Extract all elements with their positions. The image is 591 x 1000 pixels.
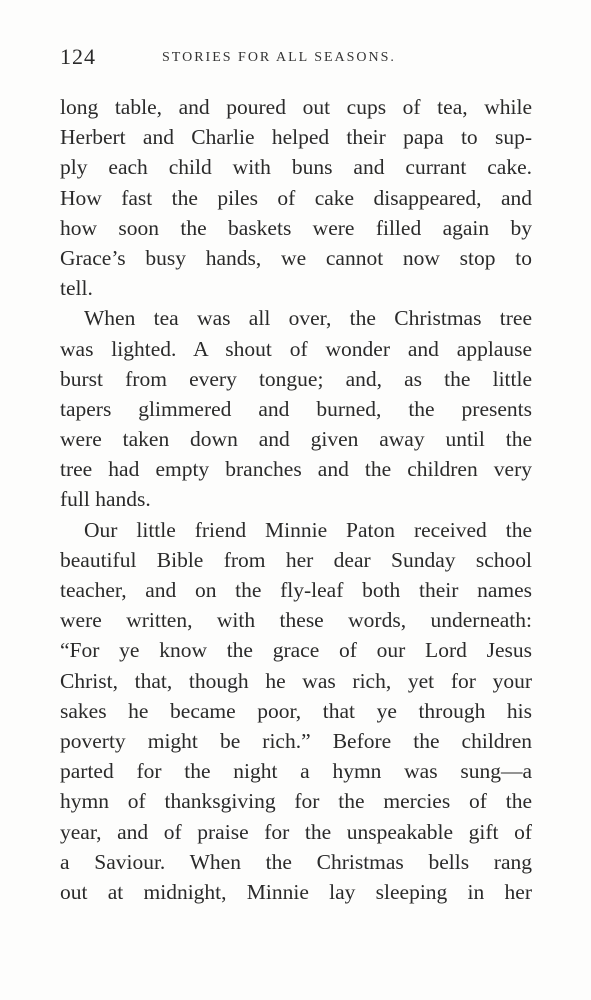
paragraph-2: [60, 303, 532, 514]
text-line: tapers glimmered and burned, the presents: [60, 396, 532, 421]
paragraph-3: [60, 515, 532, 907]
text-line: tell.: [60, 276, 93, 301]
text-line: beautiful Bible from her dear Sunday school: [60, 547, 532, 572]
text-line: a Saviour. When the Christmas bells rang: [60, 849, 532, 874]
text-line: Herbert and Charlie helped their papa to sup-: [60, 125, 532, 150]
text-line: burst from every tongue; and, as the little: [60, 366, 532, 391]
body-text: [60, 92, 532, 907]
running-title: STORIES FOR ALL SEASONS.: [162, 50, 396, 65]
text-line: year, and of praise for the unspeakable gift of: [60, 819, 532, 844]
text-line: “For ye know the grace of our Lord Jesus: [60, 638, 532, 663]
text-line: how soon the baskets were filled again by: [60, 215, 532, 240]
text-line: tree had empty branches and the children very: [60, 457, 532, 482]
text-line: was lighted. A shout of wonder and applause: [60, 336, 532, 361]
text-line: Our little friend Minnie Paton received the: [84, 517, 532, 542]
page-header: [60, 44, 530, 72]
text-line: ply each child with buns and currant cake.: [60, 155, 532, 180]
text-line: When tea was all over, the Christmas tree: [84, 306, 532, 331]
text-line: were written, with these words, underneath:: [60, 608, 532, 633]
text-line: Grace’s busy hands, we cannot now stop to: [60, 245, 532, 270]
text-line: sakes he became poor, that ye through his: [60, 698, 532, 723]
text-line: were taken down and given away until the: [60, 427, 532, 452]
text-line: hymn of thanksgiving for the mercies of the: [60, 789, 532, 814]
text-line: teacher, and on the fly-leaf both their names: [60, 578, 532, 602]
text-line: How fast the piles of cake disappeared, and: [60, 185, 532, 210]
paragraph-1: [60, 92, 532, 303]
text-line: poverty might be rich.” Before the children: [60, 728, 532, 753]
text-line: full hands.: [60, 487, 151, 512]
text-line: Christ, that, though he was rich, yet for your: [60, 668, 532, 693]
text-line: parted for the night a hymn was sung—a: [60, 759, 532, 784]
page-number: 124: [60, 44, 96, 69]
text-line: long table, and poured out cups of tea, while: [60, 95, 532, 119]
text-line: out at midnight, Minnie lay sleeping in her: [60, 879, 532, 904]
